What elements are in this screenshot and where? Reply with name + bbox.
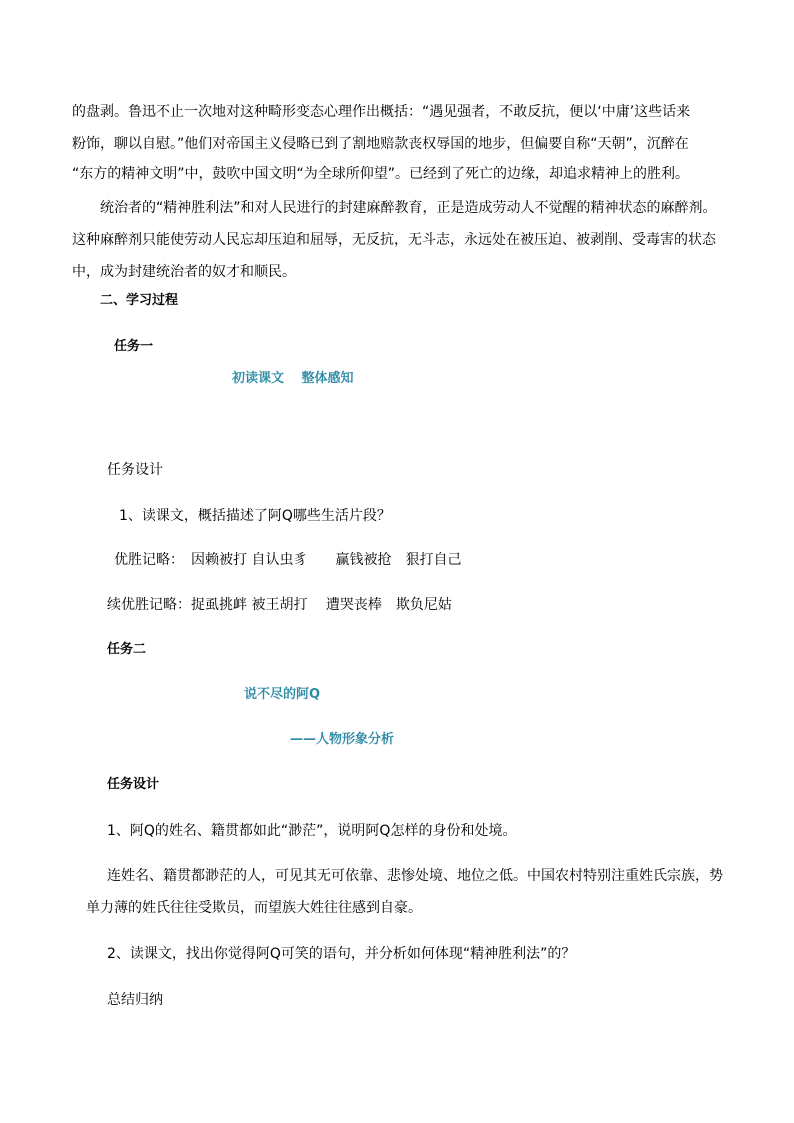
- task-2-label: 任务二: [107, 642, 147, 657]
- task-1-title: 初读课文 整体感知: [232, 371, 354, 386]
- intro-line-6: 中，成为封建统治者的奴才和顺民。: [72, 264, 296, 280]
- task-2-question-2: 2、读课文，找出你觉得阿Q可笑的语句，并分析如何体现“精神胜利法”的？: [107, 946, 576, 962]
- task-1-design-label: 任务设计: [107, 462, 163, 478]
- task-2-answer-1-line-1: 连姓名、籍贯都渺茫的人，可见其无可依靠、悲惨处境、地位之低。中国农村特别注重姓氏宗族，势: [107, 868, 723, 884]
- task-1-label: 任务一: [114, 339, 154, 354]
- task-1-question-1: 1、读课文，概括描述了阿Q哪些生活片段？: [119, 508, 391, 524]
- task-2-question-1: 1、阿Q的姓名、籍贯都如此“渺茫”，说明阿Q怎样的身份和处境。: [107, 823, 517, 839]
- intro-line-2: 粉饰，聊以自慰。”他们对帝国主义侵略已到了割地赔款丧权辱国的地步，但偏要自称“天朝”，沉醉在: [72, 136, 689, 152]
- task-1-answer-1: 优胜记略： 因赖被打 自认虫豸 赢钱被抢 狠打自己: [114, 552, 462, 568]
- task-1-answer-2: 续优胜记略：捉虱挑衅 被王胡打 遭哭丧棒 欺负尼姑: [107, 597, 452, 613]
- intro-line-3: “东方的精神文明”中，鼓吹中国文明“为全球所仰望”。已经到了死亡的边缘，却追求精神上的胜利。: [72, 166, 690, 182]
- task-2-design-label: 任务设计: [107, 777, 160, 792]
- intro-line-5: 这种麻醉剂只能使劳动人民忘却压迫和屈辱，无反抗，无斗志，永远处在被压迫、被剥削、受毒害的状态: [72, 232, 716, 248]
- section-2-title: 二、学习过程: [100, 293, 179, 308]
- task-2-title: 说不尽的阿Q: [244, 687, 321, 702]
- intro-line-4: 统治者的“精神胜利法”和对人民进行的封建麻醉教育，正是造成劳动人不觉醒的精神状态的麻醉剂。: [100, 200, 717, 216]
- task-2-summary-label: 总结归纳: [107, 992, 163, 1008]
- task-2-subtitle: ——人物形象分析: [290, 732, 395, 747]
- intro-line-1: 的盘剥。鲁迅不止一次地对这种畸形变态心理作出概括：“遇见强者，不敢反抗，便以‘中庸’这些话来: [72, 104, 691, 120]
- task-2-answer-1-line-2: 单力薄的姓氏往往受欺员，而望族大姓往往感到自豪。: [86, 900, 422, 916]
